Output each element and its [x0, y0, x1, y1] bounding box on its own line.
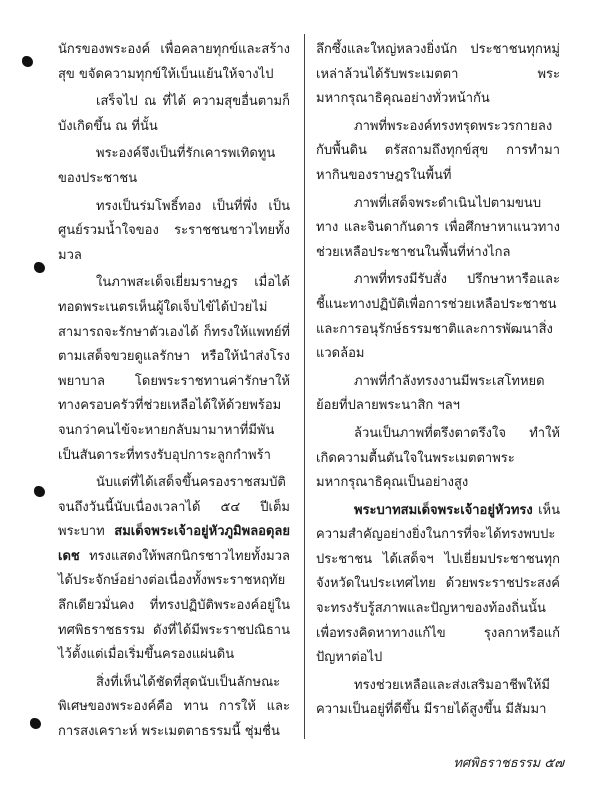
paragraph: ภาพที่พระองค์ทรงทรุดพระวรกายลงกับพื้นดิน ตรัสถามถึงทุกข์สุข การทำมาหากินของราษฎรในพื้นที่	[316, 118, 560, 183]
paragraph: ภาพที่เสด็จพระดำเนินไปตามขนบทาง และจินดากันดาร เพื่อศึกษาหาแนวทางช่วยเหลือประชาชนในพื้นที่ห่างไกล	[316, 195, 560, 260]
paragraph-text: เห็นความสำคัญอย่างยิ่งในการที่จะได้ทรงพบปะประชาชน ได้เสด็จฯ ไปเยี่ยมประชาชนทุกจังหวัดในประเทศไทย ด้วยพระราชประสงค์จะทรงรับรู้สภาพและปัญหาของท้องถิ่นนั้นเพื่อทรงคิดหาทางแก้ไข รุงลกาหรือแก้ปัญหาต่อไป	[316, 502, 560, 666]
paragraph: ทรงช่วยเหลือและส่งเสริมอาชีพให้มีความเป็นอยู่ที่ดีขึ้น มีรายได้สูงขึ้น มีสัมมา	[316, 677, 550, 718]
paragraph-text: ทรงแสดงให้พสกนิกรชาวไทยทั้งมวลได้ประจักษ์อย่างต่อเนื่องทั้งพระราชหฤทัยลึกเดียวมั่นคง ที่ทรงปฏิบัติพระองค์อยู่ในทศพิธราชธรรม ดังที่ได้มีพระราชปณิธานไว้ตั้งแต่เมื่อเริ่มขึ้นครองแผ่นดิน	[58, 548, 290, 663]
paragraph	[316, 499, 560, 671]
paragraph: สิ่งที่เห็นได้ชัดที่สุดนับเป็นลักษณะพิเศษของพระองค์คือ ทาน การให้ และการสงเคราะห์ พระเมตตาธรรมนี้ ชุ่มชื่น	[58, 674, 290, 740]
bullet-mark-3	[34, 486, 45, 497]
paragraph: นักรของพระองค์ เพื่อคลายทุกข์และสร้างสุข ขจัดความทุกข์ให้เบ็นแย้นให้จางไป	[58, 42, 290, 82]
paragraph: ภาพที่ทรงมีรับสั่ง ปรึกษาหารือและชี้แนะทางปฏิบัติเพื่อการช่วยเหลือประชาชนและการอนุรักษ์ธรรมชาติและการพัฒนาสิ่งแวดล้อม	[316, 272, 560, 362]
bullet-mark-4	[30, 718, 41, 729]
paragraph: ภาพที่กำลังทรงงานมีพระเสโทหยดย้อยที่ปลายพระนาสิก ฯลฯ	[316, 373, 545, 414]
king-title-bold: พระบาทสมเด็จพระเจ้าอยู่หัวทรง	[354, 502, 533, 518]
right-column	[316, 38, 560, 723]
paragraph: พระองค์จึงเป็นที่รักเคารพเทิดทูนของประชาชน	[58, 146, 276, 186]
column-divider	[304, 34, 305, 739]
king-name-bold: สมเด็จพระเจ้าอยู่หัวภูมิพลอดุลยเดช	[58, 524, 290, 564]
paragraph: ล้วนเป็นภาพที่ตรึงตาตรึงใจ ทำให้เกิดความตื้นตันใจในพระเมตตาพระมหากรุณาธิคุณเป็นอย่างสูง	[316, 425, 560, 491]
bullet-mark-1	[22, 56, 33, 67]
paragraph	[58, 471, 290, 668]
paragraph: ในภาพสะเด็จเยี่ยมราษฎร เมื่อได้ทอดพระเนตรเห็นผู้ใดเจ็บไข้ได้ป่วยไม่สามารถจะรักษาตัวเองได้ ก็ทรงให้แพทย์ที่ตามเสด็จขวยดูแลรักษา หรือให้นำส่งโรงพยาบาล โดยพระราชทานค่ารักษาให้ ทางครอบครัวที่ช่วยเหลือได้ให้ด้วยพร้อม จนกว่าคนไข้จะหายกลับมามาหาที่มีพันเป็นสันดาระที่ทรงรับอุปการะลูกกำพร้า	[58, 275, 290, 463]
paragraph: ลึกซึ้งและใหญ่หลวงยิ่งนัก ประชาชนทุกหมู่เหล่าล้วนได้รับพระเมตตา พระมหากรุณาธิคุณอย่างทั่วหน้ากัน	[316, 42, 560, 107]
paragraph-text: นับแต่ที่ได้เสด็จขึ้นครองราชสมบัติจนถึงวันนี้นับเนื่องเวลาได้ ๕๔ ปีเต็ม พระบาท	[58, 475, 290, 540]
left-column	[58, 38, 290, 745]
paragraph: ทรงเป็นร่มโพธิ์ทอง เป็นที่พึ่ง เป็นศูนย์รวมน้ำใจของ ระราชชนชาวไทยทั้งมวล	[58, 198, 290, 263]
paragraph: เสร็จไป ณ ที่ได้ ความสุขอื่นตามก็บังเกิดขึ้น ณ ที่นั้น	[58, 94, 290, 134]
bullet-mark-2	[34, 262, 45, 273]
page-footer: ทศพิธราชธรรม ๕๗	[453, 756, 564, 771]
